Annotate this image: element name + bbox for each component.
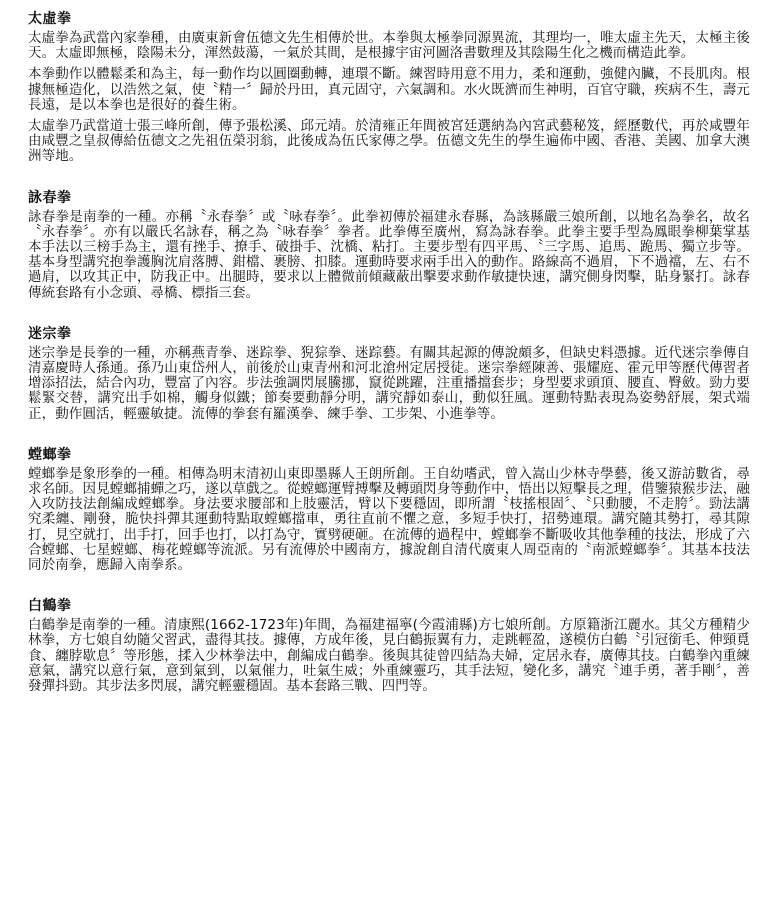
section-spacer (28, 171, 750, 189)
section-spacer (28, 307, 750, 325)
section-heading: 太虛拳 (28, 11, 72, 27)
section-heading: 迷宗拳 (28, 325, 72, 342)
paragraph: 本拳動作以體鬆柔和為主，每一動作均以圓圈動轉，連環不斷。練習時用意不用力，柔和運動，強健內臟，不長肌肉。根據無極造化，以浩然之氣，使〝精一〞歸於丹田，真元固守，六氣調和。水火既濟而生神明，百官守職，疾病不生，壽元長遠，是以本拳也是很好的養生術。 (28, 66, 750, 113)
paragraph: 螳螂拳是象形拳的一種。相傳為明末清初山東即墨縣人王朗所創。王自幼嗜武，曾入嵩山少林寺學藝，後又游訪數省，尋求名師。因見螳螂捕蟬之巧，遂以草戲之。從螳螂運臂搏擊及轉頭閃身等動作中，悟出以短擊長之理，借鑒猿猴步法，融入攻防技法創編成螳螂拳。身法要求腰部和上肢靈活，臂以下要穩固，即所謂〝枝搖根固〞、〝只動腰，不走胯〞。勁法講究柔纏、剛發，脆快抖彈其運動特點取螳螂擋車，勇往直前不懼之意，多短手快打，招勢連環。講究隨其勢打，尋其隙打，見空就打，出手打，回手也打，以打為守，實劈硬砸。在流傳的過程中，螳螂拳不斷吸收其他拳種的技法，形成了六合螳螂、七星螳螂、梅花螳螂等流派。另有流傳於中國南方，據說創自清代廣東人周亞南的〝南派螳螂拳〞。其基本技法同於南拳，應歸入南拳系。 (28, 465, 750, 574)
section-spacer (28, 579, 750, 597)
section-heading: 詠春拳 (28, 189, 72, 206)
paragraph: 詠春拳是南拳的一種。亦稱〝永春拳〞或〝咏春拳〞。此拳初傳於福建永春縣，為該縣嚴三娘所創，以地名為拳名，故名〝永春拳〞。亦有以嚴氏名詠春，稱之為〝咏春拳〞拳者。此拳傳至廣州，寫為詠春拳。此拳主要手型為鳳眼拳柳葉掌基本手法以三榜手為主，還有挫手、撩手、破掛手、沈橋、粘打。主要步型有四平馬、〝三字馬、追馬、跪馬、獨立步等。基本身型講究抱拳護胸沈肩落膊、鉗檔、裹膀、扣膝。運動時要求兩手出入的動作。路線高不過眉，下不過襠，左、右不過肩，以攻其正中，防我正中。出腿時，要求以上體微前傾藏蔽出擊要求動作敏捷快速，講究側身閃擊，貼身緊打。詠春傳統套路有小念頭、尋橋、標指三套。 (28, 208, 750, 301)
section-taixu-quan (28, 10, 750, 165)
section-spacer (28, 428, 750, 446)
section-wingchun-quan (28, 189, 750, 301)
paragraph: 迷宗拳是長拳的一種，亦稱燕青拳、迷踪拳、猊猔拳、迷踪藝。有關其起源的傳說頗多，但缺史料憑據。近代迷宗拳傳自清嘉慶時人孫通。孫乃山東岱州人，前後於山東青州和河北滄州定居授徒。迷宗拳經陳善、張耀庭、霍元甲等歷代傳習者增添招法，結合內功，豐富了內容。步法強調閃展騰挪，竄從跳躍，注重播擋套步；身型要求頭頂、腰直、臀斂。勁力要鬆緊交替，講究出手如棉，觸身似鐵；節奏要動靜分明，講究靜如泰山，動似狂風。運動特點表現為姿勢舒展，架式端正，動作圓活，輕靈敏捷。流傳的拳套有羅漢拳、練手拳、工步架、小進拳等。 (28, 344, 750, 422)
section-heading: 白鶴拳 (28, 598, 72, 615)
section-mantis-quan (28, 446, 750, 573)
paragraph: 白鶴拳是南拳的一種。清康熙(1662-1723年)年間，為福建福寧(今霞浦縣)方七娘所創。方原籍浙江麗水。其父方種精少林拳，方七娘自幼隨父習武，盡得其技。據傳，方成年後，見白鶴振翼有力，走跳輕盈，遂模仿白鶴〝引冠銜毛、伸頸覓食、纏脖歇息〞等形態，揉入少林拳法中，創編成白鶴拳。後與其徒曾四結為夫婦，定居永春，廣傳其技。白鶴拳內重練意氣，講究以意行氣，意到氣到，以氣催力，吐氣生威；外重練靈巧，其手法短，變化多，講究〝連手勇，著手剛〞，善發彈抖勁。其步法多閃展，講究輕靈穩固。基本套路三戰、四門等。 (28, 617, 750, 695)
paragraph: 太虛拳乃武當道士張三峰所創，傳予張松溪、邱元靖。於清雍正年間被宮廷選納為內宮武藝秘笈，經歷數代，再於咸豐年由咸豐之皇叔傳給伍德文之先祖伍榮羽翁，此後成為伍氏家傳之學。伍德文先生的學生遍佈中國、香港、美國、加拿大澳洲等地。 (28, 118, 750, 165)
document-page (28, 10, 750, 700)
section-mizong-quan (28, 325, 750, 422)
paragraph: 太虛拳為武當內家拳種，由廣東新會伍德文先生相傳於世。本拳與太極拳同源異流，其理均一，唯太虛主先天，太極主後天。太虛即無極，陰陽未分，渾然鼓蕩，一氣於其間，是根據宇宙河圖洛書數理及其陰陽生化之機而構造此拳。 (28, 30, 750, 62)
section-heading: 螳螂拳 (28, 446, 72, 463)
section-white-crane-quan (28, 597, 750, 694)
